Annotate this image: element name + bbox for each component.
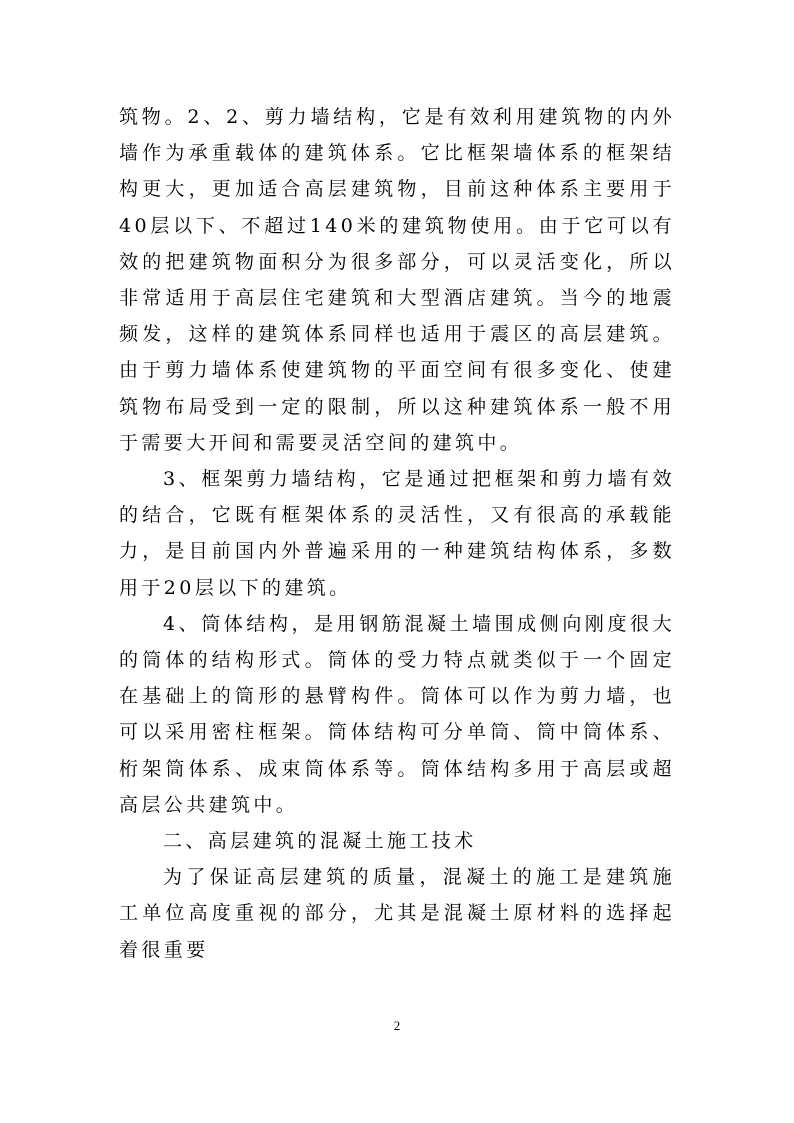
paragraph-tube-structure: 4、筒体结构，是用钢筋混凝土墙围成侧向刚度很大的筒体的结构形式。筒体的受力特点就类似于一个固定在基础上的筒形的悬臂构件。筒体可以作为剪力墙，也可以采用密柱框架。筒体结构可分单筒、筒中筒体系、桁架筒体系、成束筒体系等。筒体结构多用于高层或超高层公共建筑中。 [119, 612, 675, 816]
paragraph-shear-wall: 筑物。2、2、剪力墙结构，它是有效利用建筑物的内外墙作为承重载体的建筑体系。它比框架墙体系的框架结构更大，更加适合高层建筑物，目前这种体系主要用于40层以下、不超过140米的建筑物使用。由于它可以有效的把建筑物面积分为很多部分，可以灵活变化，所以非常适用于高层住宅建筑和大型酒店建筑。当今的地震频发，这样的建筑体系同样也适用于震区的高层建筑。由于剪力墙体系使建筑物的平面空间有很多变化、使建筑物布局受到一定的限制，所以这种建筑体系一般不用于需要大开间和需要灵活空间的建筑中。 [119, 106, 675, 454]
body-text [119, 99, 675, 968]
section-heading-concrete-technology: 二、高层建筑的混凝土施工技术 [163, 830, 477, 853]
page-number: 2 [393, 1018, 401, 1033]
paragraph-frame-shear-wall: 3、框架剪力墙结构，它是通过把框架和剪力墙有效的结合，它既有框架体系的灵活性，又有很高的承载能力，是目前国内外普遍采用的一种建筑结构体系，多数用于20层以下的建筑。 [119, 468, 675, 599]
paragraph-concrete-quality: 为了保证高层建筑的质量，混凝土的施工是建筑施工单位高度重视的部分，尤其是混凝土原材料的选择起着很重要 [119, 866, 675, 961]
